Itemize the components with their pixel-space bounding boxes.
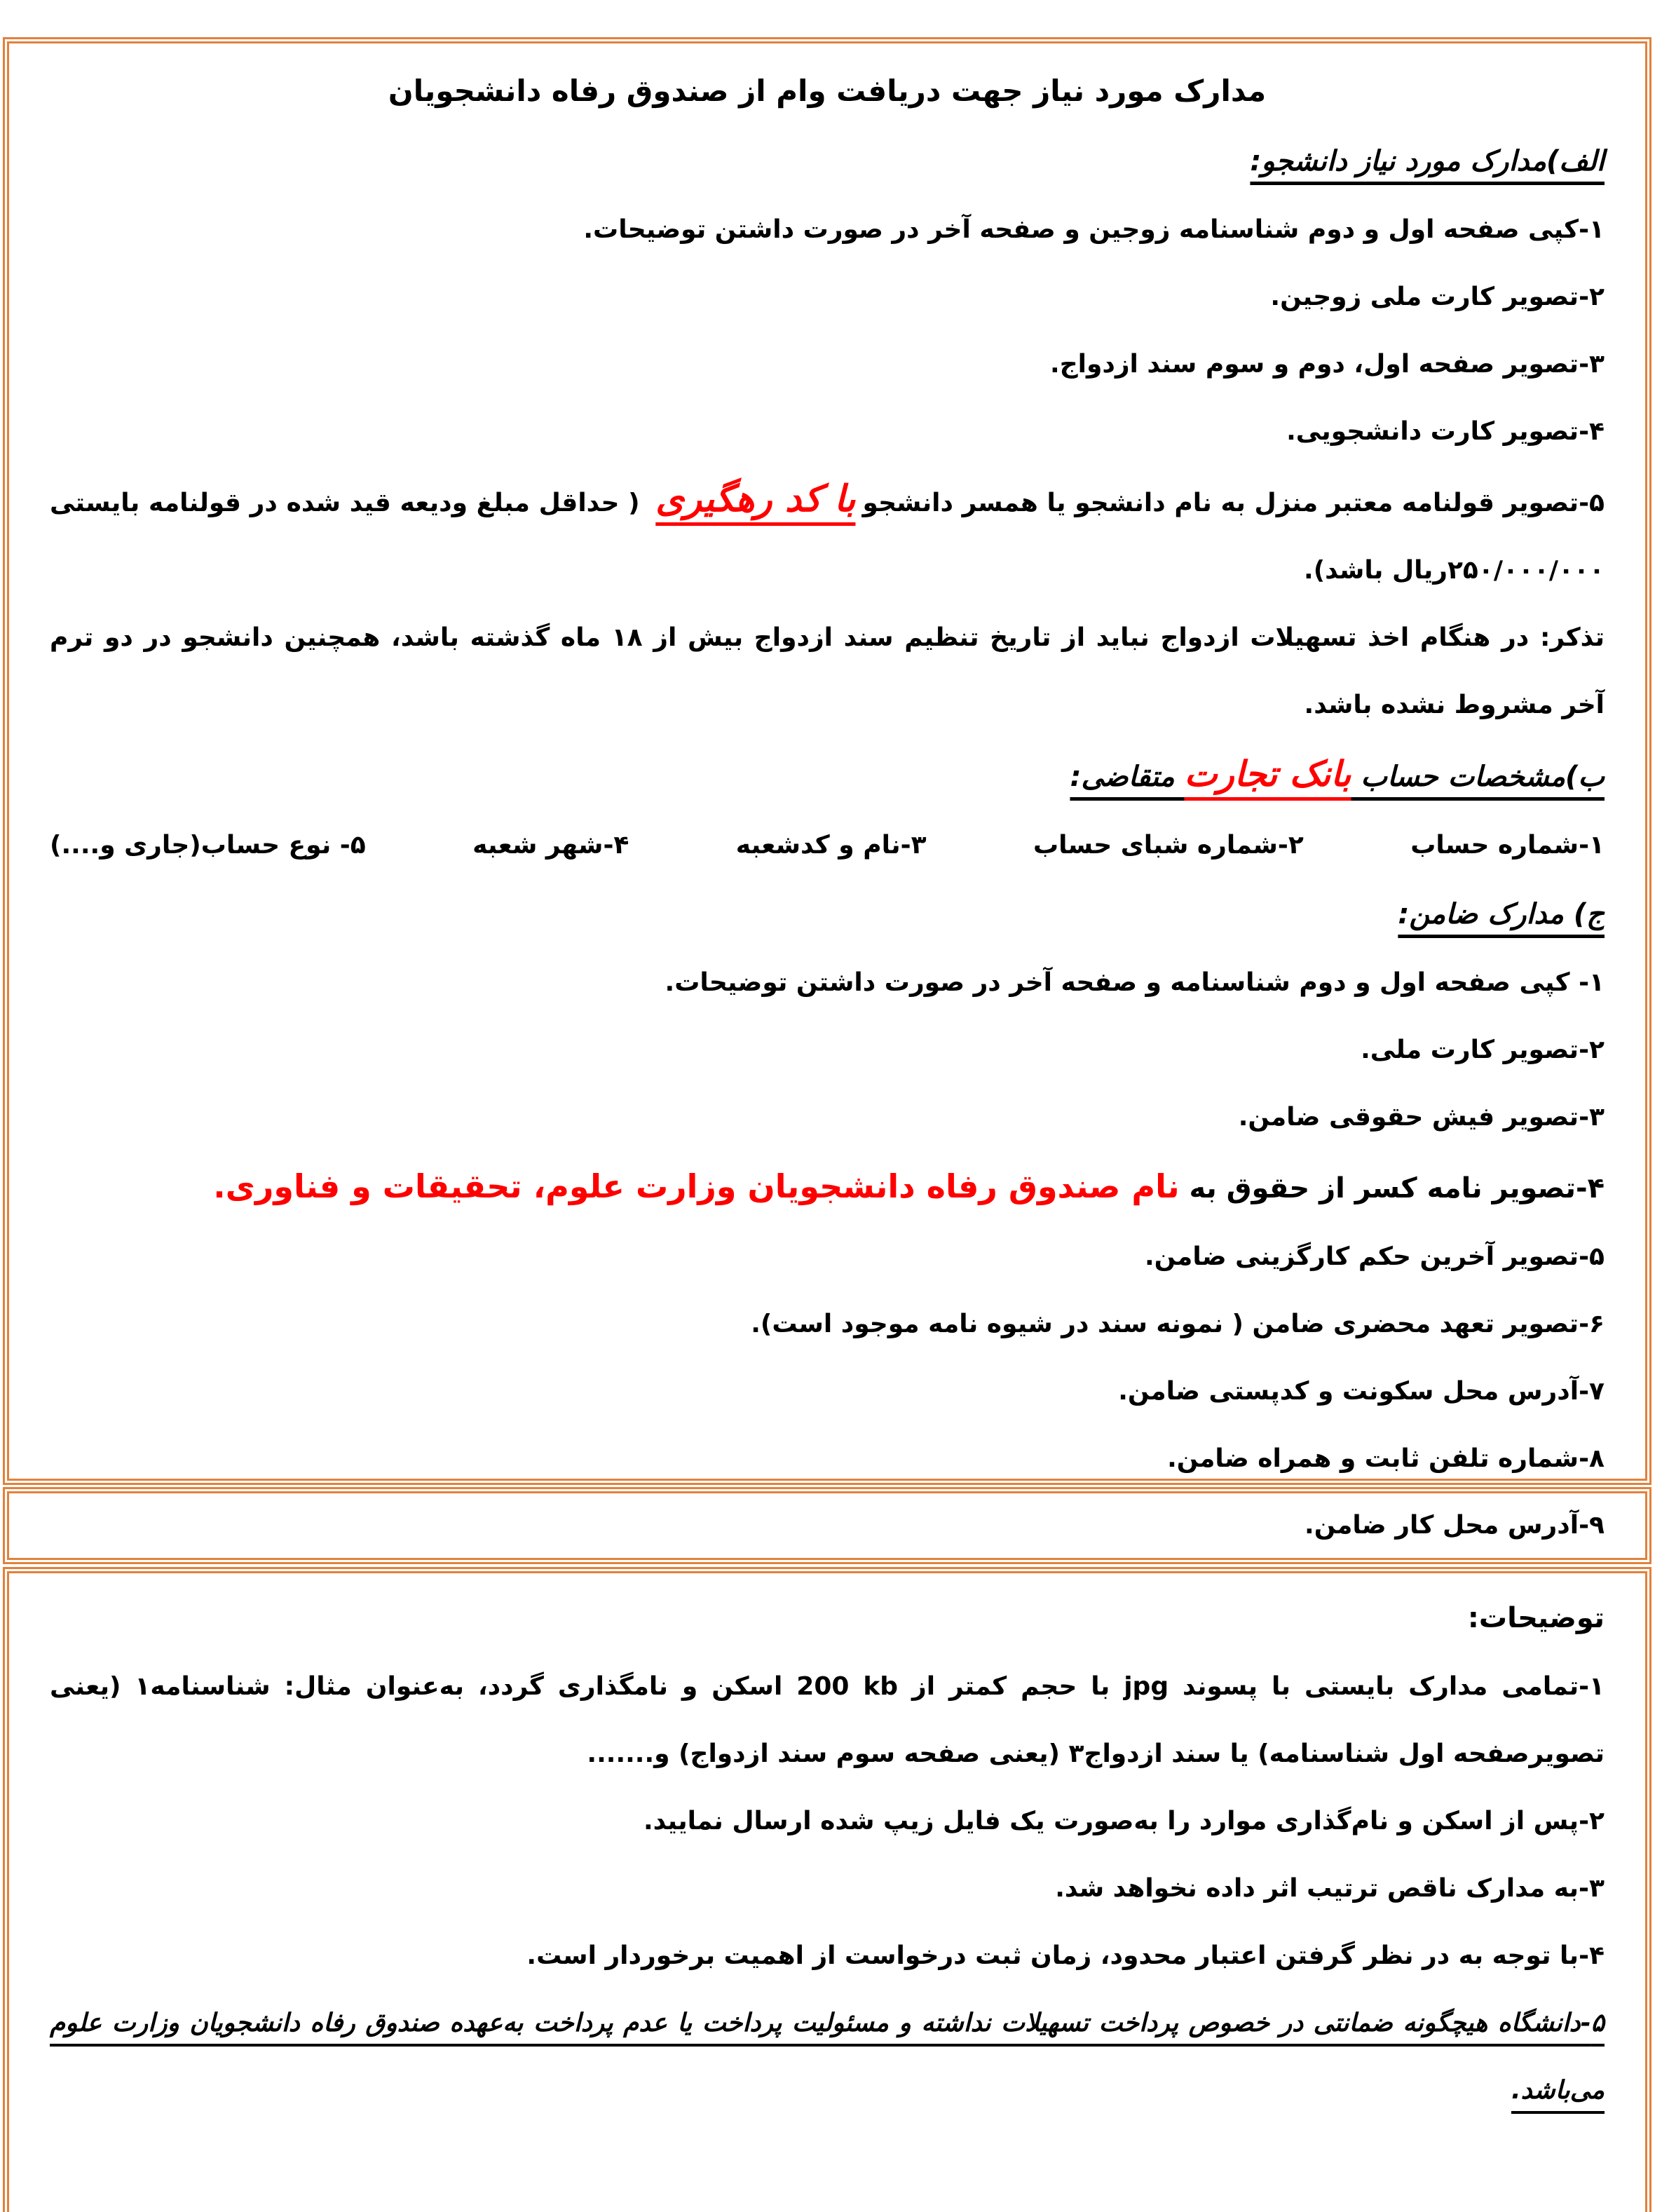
notes-item-1-post: اسکن و نامگذاری گردد، به‌عنوان مثال: شناسنامه۱ (یعنی تصویرصفحه اول شناسنامه) یا سند ازدواج۳ (یعنی صفحه سوم سند ازدواج) و....... — [50, 1672, 1605, 1768]
guarantor-address-box — [3, 1487, 1651, 1564]
notes-heading: توضیحات: — [50, 1583, 1605, 1653]
section-c-item-8: ۸-شماره تلفن ثابت و همراه ضامن. — [50, 1425, 1605, 1493]
bank-field-branch-name-code: ۳-نام و کدشعبه — [736, 812, 927, 879]
section-a-item-5 — [50, 466, 1605, 604]
bank-field-sheba-number: ۲-شماره شبای حساب — [1033, 812, 1304, 879]
section-b-heading — [50, 739, 1605, 812]
section-a-heading-text: الف)مدارک مورد نیاز دانشجو: — [1250, 145, 1605, 177]
main-section-box — [3, 37, 1651, 1485]
section-c-item-7: ۷-آدرس محل سکونت و کدپستی ضامن. — [50, 1358, 1605, 1425]
jpg-extension-text: jpg — [1124, 1672, 1169, 1701]
section-c-item-5: ۵-تصویر آخرین حکم کارگزینی ضامن. — [50, 1223, 1605, 1291]
bank-account-fields-row — [50, 812, 1605, 879]
section-a-heading — [50, 126, 1605, 196]
notes-item-2: ۲-پس از اسکن و نام‌گذاری موارد را به‌صورت یک فایل زیپ شده ارسال نمایید. — [50, 1788, 1605, 1855]
section-b-heading-pre: ب)مشخصات حساب — [1351, 761, 1605, 793]
notes-item-1-pre: ۱-تمامی مدارک بایستی با پسوند — [1169, 1672, 1605, 1701]
section-c-item-9: ۹-آدرس محل کار ضامن. — [50, 1493, 1605, 1558]
document-title: مدارک مورد نیاز جهت دریافت وام از صندوق رفاه دانشجویان — [50, 56, 1605, 126]
section-a-item-3: ۳-تصویر صفحه اول، دوم و سوم سند ازدواج. — [50, 331, 1605, 398]
bank-field-branch-city: ۴-شهر شعبه — [472, 812, 629, 879]
section-c-heading — [50, 879, 1605, 949]
section-a-item-4: ۴-تصویر کارت دانشجویی. — [50, 398, 1605, 466]
bank-field-account-number: ۱-شماره حساب — [1410, 812, 1605, 879]
notes-item-3: ۳-به مدارک ناقص ترتیب اثر داده نخواهد شد. — [50, 1855, 1605, 1922]
section-a-item-2: ۲-تصویر کارت ملی زوجین. — [50, 264, 1605, 331]
section-a-note: تذکر: در هنگام اخذ تسهیلات ازدواج نباید از تاریخ تنظیم سند ازدواج بیش از ۱۸ ماه گذشته باشد، همچنین دانشجو در دو ترم آخر مشروط نشده باشد. — [50, 604, 1605, 739]
section-c-item-1: ۱- کپی صفحه اول و دوم شناسنامه و صفحه آخر در صورت داشتن توضیحات. — [50, 949, 1605, 1017]
section-c-item-2: ۲-تصویر کارت ملی. — [50, 1017, 1605, 1084]
tracking-code-highlight: با کد رهگیری — [655, 478, 855, 520]
notes-section-box — [3, 1567, 1651, 2212]
bank-field-account-type: ۵- نوع حساب(جاری و....) — [50, 812, 366, 879]
notes-item-4: ۴-با توجه به در نظر گرفتن اعتبار محدود، زمان ثبت درخواست از اهمیت برخوردار است. — [50, 1922, 1605, 1990]
section-c-item-6: ۶-تصویر تعهد محضری ضامن ( نمونه سند در شیوه نامه موجود است). — [50, 1291, 1605, 1358]
section-c-item-3: ۳-تصویر فیش حقوقی ضامن. — [50, 1084, 1605, 1151]
bank-name-highlight: بانک تجارت — [1185, 754, 1351, 794]
notes-item-5: ۵-دانشگاه هیچگونه ضمانتی در خصوص پرداخت تسهیلات نداشته و مسئولیت پرداخت یا عدم پرداخت به‌عهده صندوق رفاه دانشجویان وزارت علوم می‌باشد. — [50, 1990, 1605, 2124]
file-size-limit-text: 200 kb — [796, 1672, 898, 1701]
welfare-fund-name-highlight: نام صندوق رفاه دانشجویان وزارت علوم، تحقیقات و فناوری. — [213, 1167, 1179, 1205]
section-c-heading-text: ج) مدارک ضامن: — [1398, 898, 1605, 930]
section-c-item-4-pre: ۴-تصویر نامه کسر از حقوق به — [1180, 1172, 1605, 1205]
section-a-item-1: ۱-کپی صفحه اول و دوم شناسنامه زوجین و صفحه آخر در صورت داشتن توضیحات. — [50, 196, 1605, 264]
section-a-item-5-post: ( حداقل مبلغ ودیعه قید شده در قولنامه بایستی ۲۵۰/۰۰۰/۰۰۰ریال باشد). — [50, 489, 1605, 585]
section-a-item-5-pre: ۵-تصویر قولنامه معتبر منزل به نام دانشجو یا همسر دانشجو — [863, 489, 1605, 517]
section-c-item-4 — [50, 1151, 1605, 1223]
section-b-heading-post: متقاضی: — [1070, 761, 1184, 793]
notes-item-1-mid: با حجم کمتر از — [898, 1672, 1124, 1701]
notes-item-1 — [50, 1653, 1605, 1788]
